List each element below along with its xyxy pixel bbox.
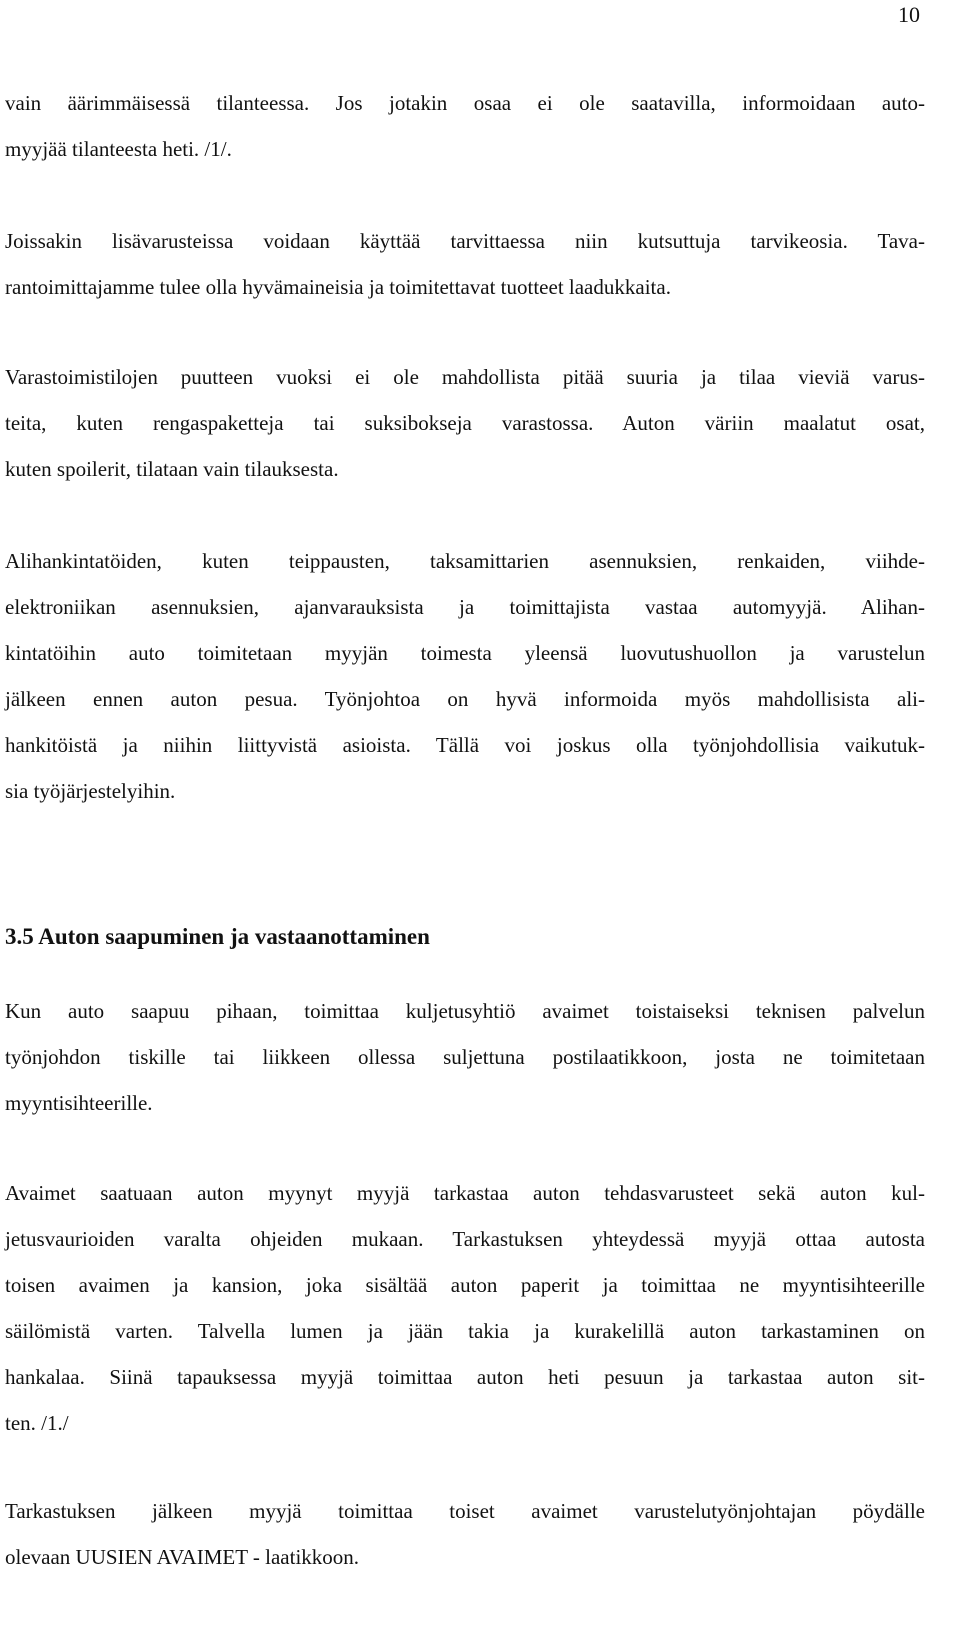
text-line: hankalaa. Siinä tapauksessa myyjä toimittaa auton heti pesuun ja tarkastaa auton sit- (5, 1365, 925, 1389)
text-line: vain äärimmäisessä tilanteessa. Jos jotakin osaa ei ole saatavilla, informoidaan auto- (5, 91, 925, 115)
text-line: jetusvaurioiden varalta ohjeiden mukaan. Tarkastuksen yhteydessä myyjä ottaa autosta (5, 1227, 925, 1251)
text-line: jälkeen ennen auton pesua. Työnjohtoa on hyvä informoida myös mahdollisista ali- (5, 687, 925, 711)
text-line: Tarkastuksen jälkeen myyjä toimittaa toiset avaimet varustelutyönjohtajan pöydälle (5, 1499, 925, 1523)
text-line: teita, kuten rengaspaketteja tai suksibokseja varastossa. Auton väriin maalatut osat, (5, 411, 925, 435)
text-line: Kun auto saapuu pihaan, toimittaa kuljetusyhtiö avaimet toistaiseksi teknisen palvelun (5, 999, 925, 1023)
paragraph (5, 538, 925, 814)
text-line: rantoimittajamme tulee olla hyvämaineisia ja toimitettavat tuotteet laadukkaita. (5, 275, 671, 299)
paragraph (5, 80, 925, 172)
text-line: Varastoimistilojen puutteen vuoksi ei ole mahdollista pitää suuria ja tilaa vieviä varus- (5, 365, 925, 389)
text-line: kuten spoilerit, tilataan vain tilauksesta. (5, 457, 339, 481)
paragraph (5, 218, 925, 310)
text-line: myyntisihteerille. (5, 1091, 153, 1115)
text-line: Alihankintatöiden, kuten teippausten, taksamittarien asennuksien, renkaiden, viihde- (5, 549, 925, 573)
text-line: ten. /1./ (5, 1411, 69, 1435)
text-line: sia työjärjestelyihin. (5, 779, 176, 803)
text-line: myyjää tilanteesta heti. /1/. (5, 137, 232, 161)
text-line: elektroniikan asennuksien, ajanvarauksista ja toimittajista vastaa automyyjä. Alihan- (5, 595, 925, 619)
text-line: säilömistä varten. Talvella lumen ja jään takia ja kurakelillä auton tarkastaminen on (5, 1319, 925, 1343)
section-heading: 3.5 Auton saapuminen ja vastaanottaminen (5, 924, 430, 949)
text-line: Avaimet saatuaan auton myynyt myyjä tarkastaa auton tehdasvarusteet sekä auton kul- (5, 1181, 925, 1205)
paragraph (5, 1488, 925, 1580)
page-number: 10 (898, 2, 920, 27)
paragraph (5, 988, 925, 1126)
paragraph (5, 1170, 925, 1446)
text-line: Joissakin lisävarusteissa voidaan käyttää tarvittaessa niin kutsuttuja tarvikeosia. Tava- (5, 229, 925, 253)
text-line: hankitöistä ja niihin liittyvistä asioista. Tällä voi joskus olla työnjohdollisia vaikutuk- (5, 733, 925, 757)
text-line: kintatöihin auto toimitetaan myyjän toimesta yleensä luovutushuollon ja varustelun (5, 641, 925, 665)
text-line: olevaan UUSIEN AVAIMET - laatikkoon. (5, 1545, 360, 1569)
text-line: työnjohdon tiskille tai liikkeen ollessa suljettuna postilaatikkoon, josta ne toimitetaan (5, 1045, 925, 1069)
text-line: toisen avaimen ja kansion, joka sisältää auton paperit ja toimittaa ne myyntisihteerille (5, 1273, 925, 1297)
paragraph (5, 354, 925, 492)
